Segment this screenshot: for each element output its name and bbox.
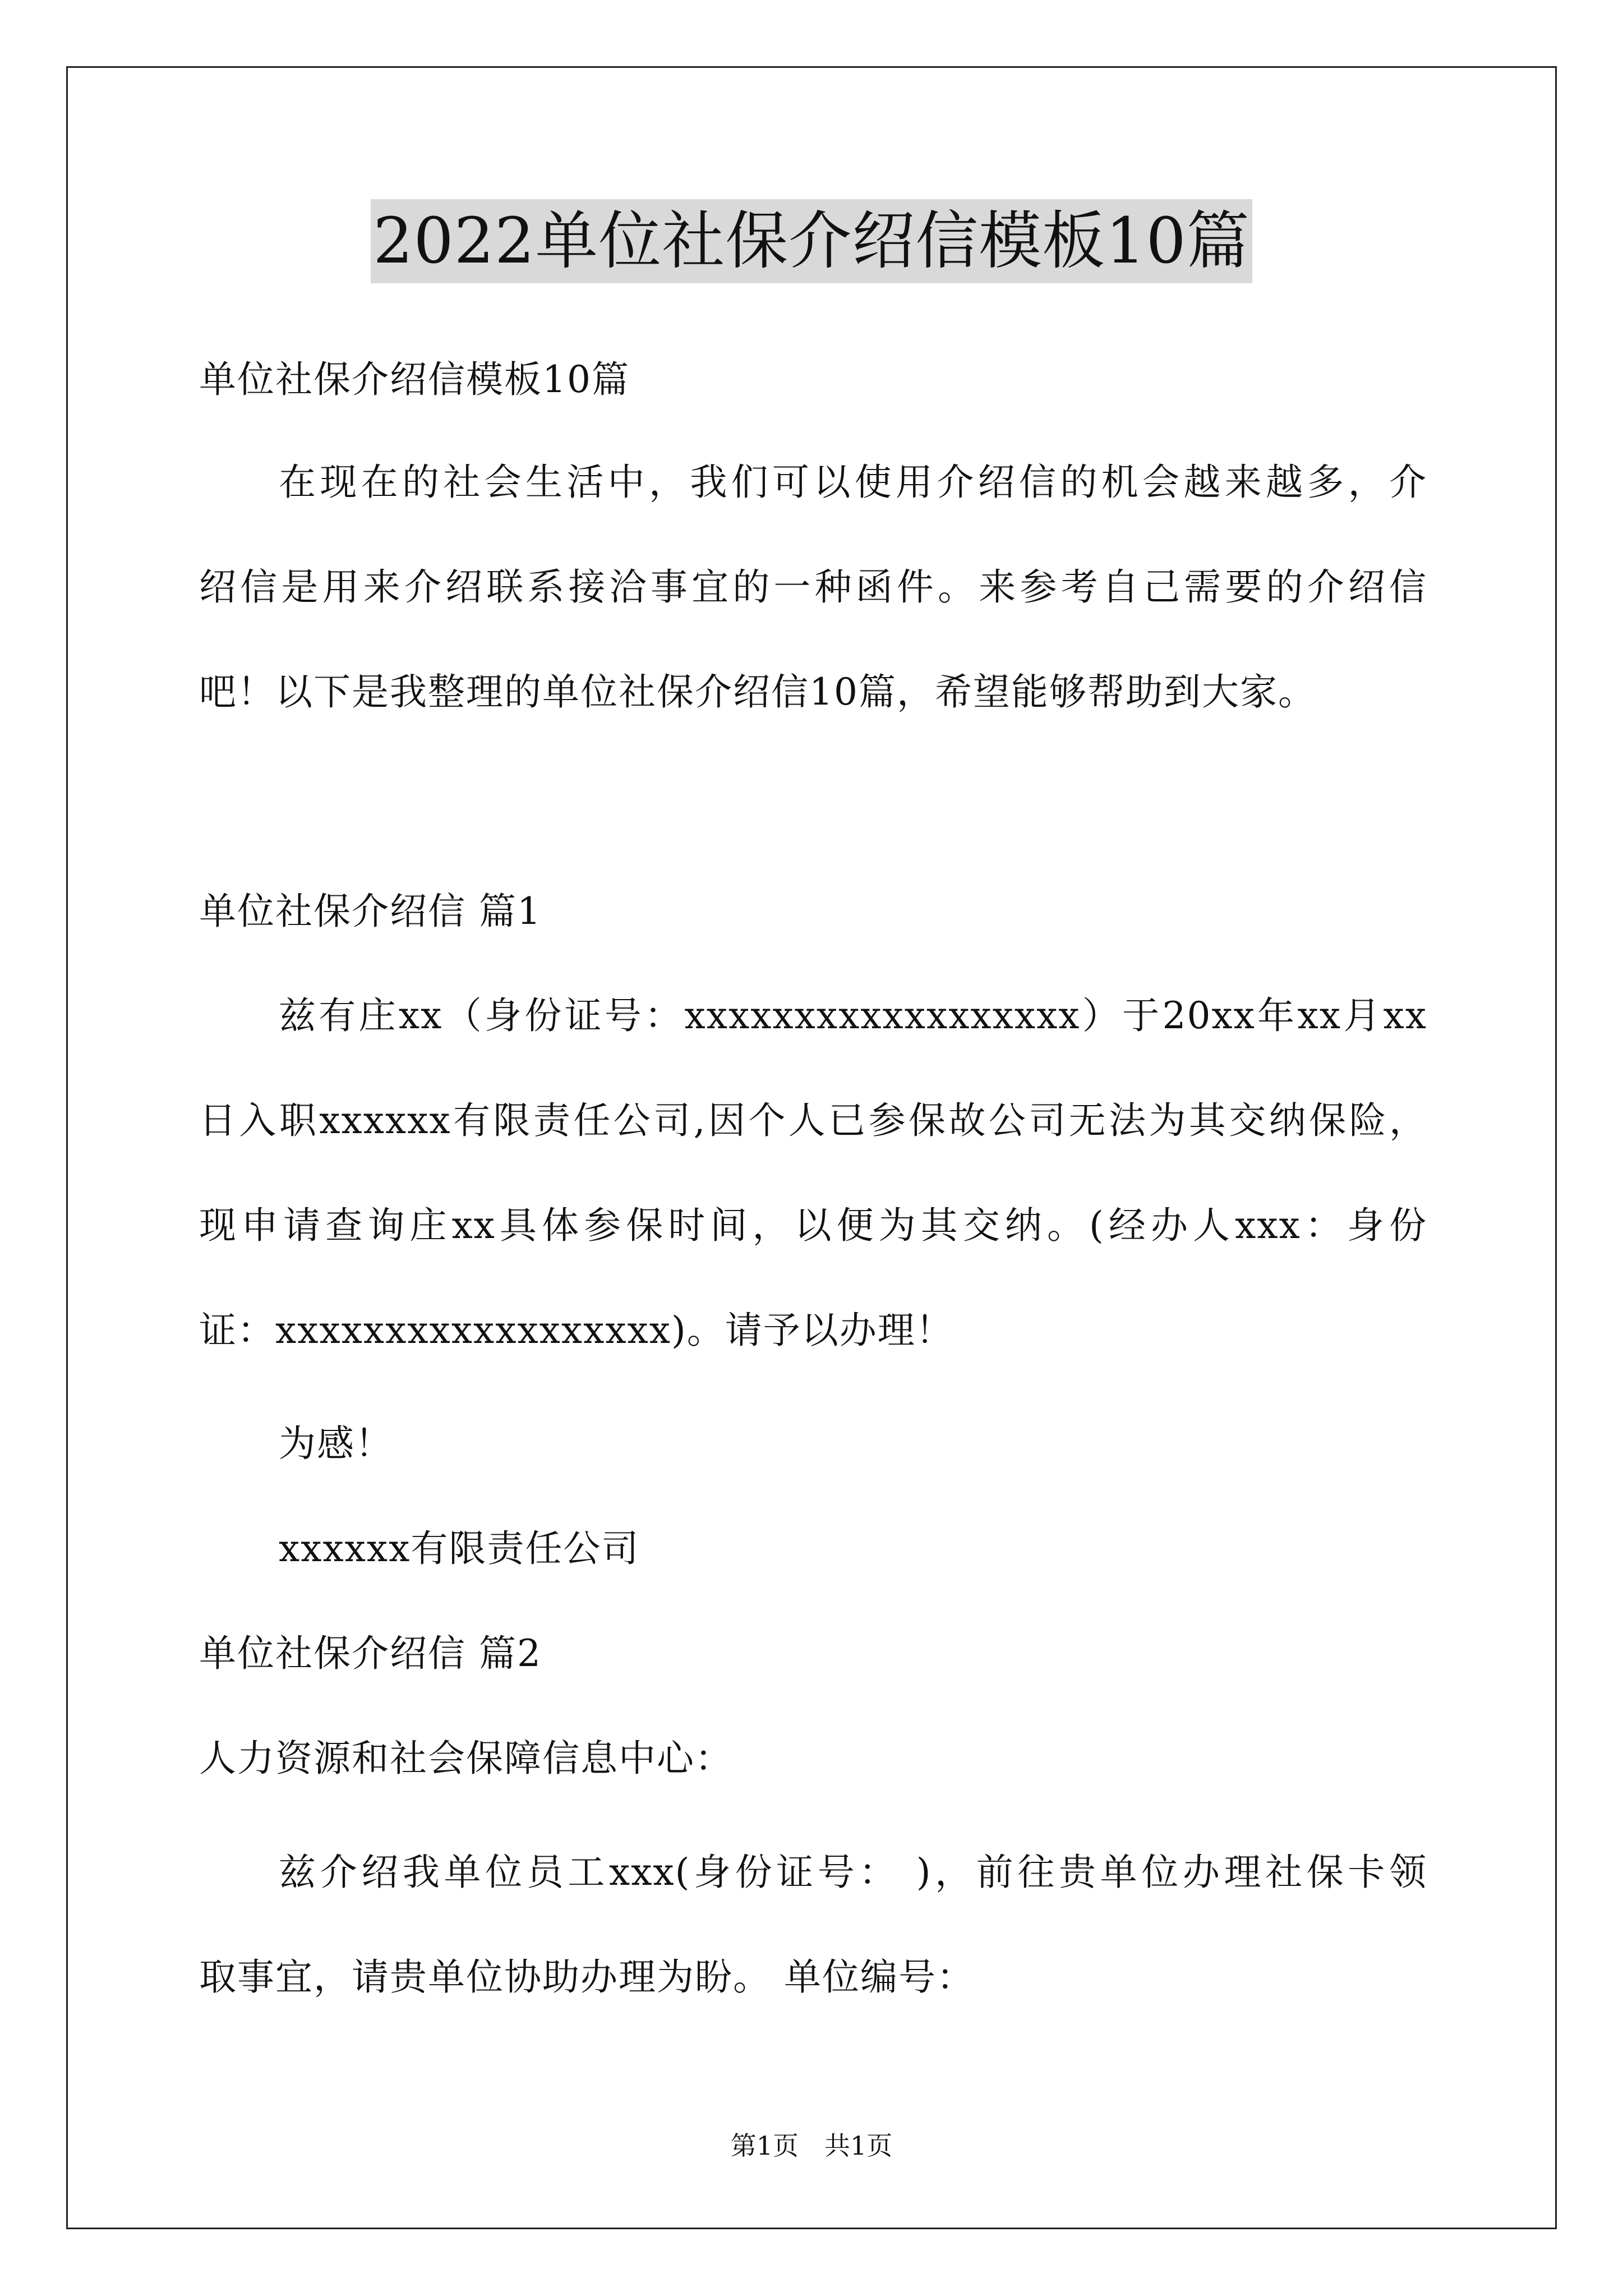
document-title: 2022单位社保介绍信模板10篇 (371, 199, 1252, 283)
section2-recipient: 人力资源和社会保障信息中心： (199, 1737, 733, 1780)
intro-line-2: 绍信是用来介绍联系接洽事宜的一种函件。来参考自己需要的介绍信 (199, 565, 1427, 609)
document-subtitle: 单位社保介绍信模板10篇 (199, 358, 630, 401)
title-wrap (0, 199, 1623, 283)
section1-signature: xxxxxx有限责任公司 (279, 1527, 640, 1570)
section1-line-2: 日入职xxxxxx有限责任公司,因个人已参保故公司无法为其交纳保险， (199, 1099, 1427, 1142)
section2-line-2: 取事宜，请贵单位协助办理为盼。 单位编号： (199, 1955, 975, 1999)
page-footer: 第1页 共1页 (730, 2131, 893, 2161)
section1-heading: 单位社保介绍信 篇1 (199, 890, 542, 933)
intro-line-1: 在现在的社会生活中，我们可以使用介绍信的机会越来越多，介 (279, 461, 1427, 504)
section1-line-4: 证：xxxxxxxxxxxxxxxxxx)。请予以办理！ (199, 1309, 954, 1352)
section1-line-1: 兹有庄xx（身份证号：xxxxxxxxxxxxxxxxxx）于20xx年xx月xx (279, 994, 1427, 1037)
intro-line-3: 吧！以下是我整理的单位社保介绍信10篇，希望能够帮助到大家。 (199, 670, 1316, 714)
section1-closing: 为感！ (279, 1422, 393, 1465)
section2-line-1: 兹介绍我单位员工xxx(身份证号： )，前往贵单位办理社保卡领 (279, 1851, 1427, 1894)
section1-line-3: 现申请查询庄xx具体参保时间，以便为其交纳。(经办人xxx：身份 (199, 1204, 1427, 1247)
section2-heading: 单位社保介绍信 篇2 (199, 1632, 542, 1675)
